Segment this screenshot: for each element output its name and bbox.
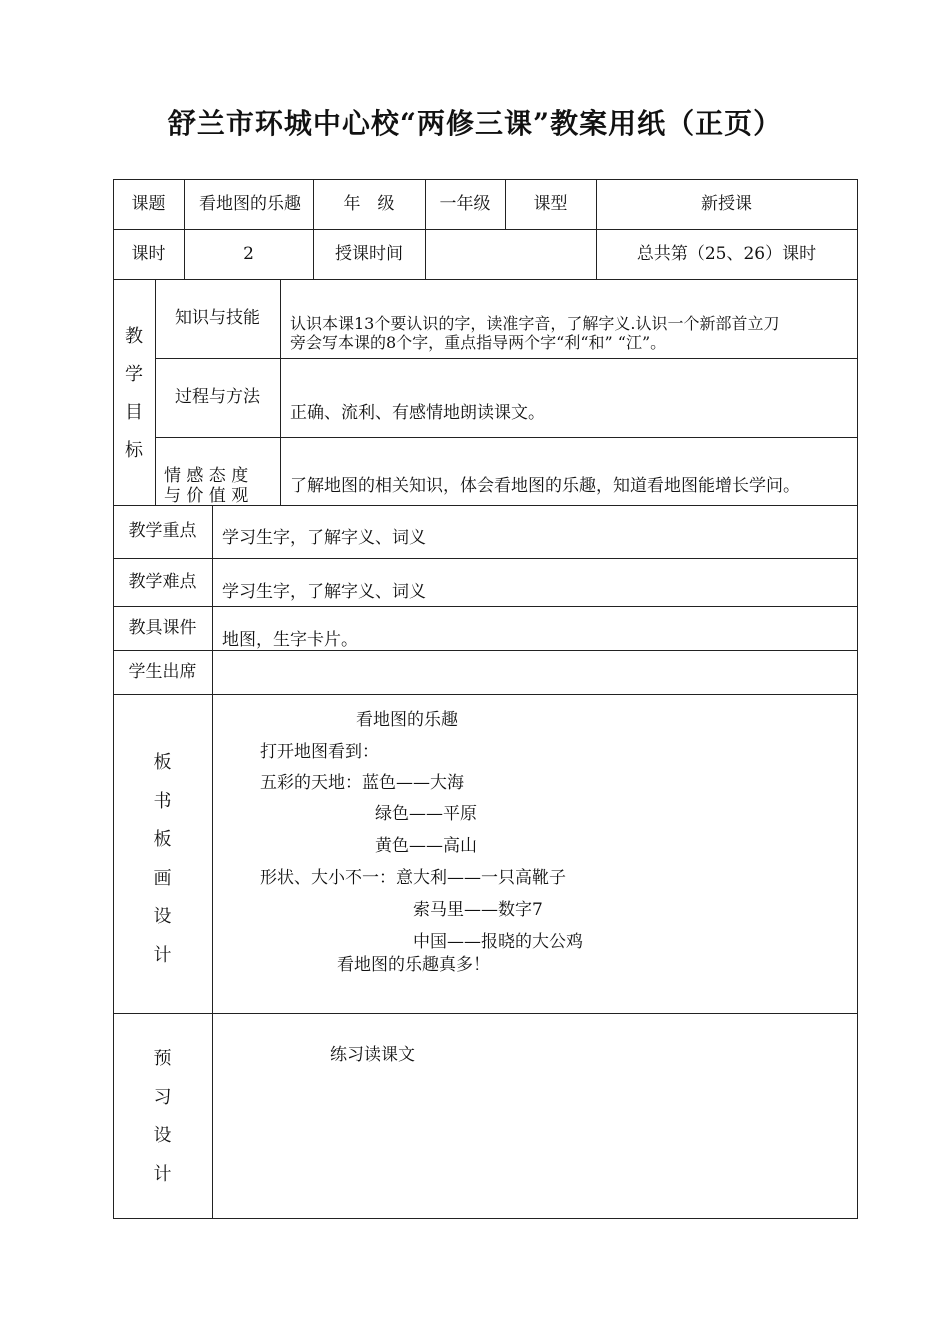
difficulties-label: 教学难点: [128, 571, 197, 592]
board-line: 黄色——高山: [375, 836, 477, 856]
row-divider: [113, 1013, 858, 1014]
period-value: 2: [243, 243, 254, 264]
board-label: [113, 744, 212, 975]
board-line: 五彩的天地：蓝色——大海: [260, 773, 464, 793]
preview-content: 练习读课文: [330, 1045, 415, 1065]
page-title: 舒兰市环城中心校“两修三课”教案用纸（正页）: [167, 107, 783, 140]
objective-process-label: 过程与方法: [175, 387, 260, 408]
tools-label: 教具课件: [128, 617, 197, 638]
key-points-label: 教学重点: [128, 521, 197, 542]
objective-attitude-label-line1: 情 感 态 度: [164, 466, 249, 486]
board-label-char: 画: [153, 867, 172, 889]
preview-label-char: 习: [153, 1086, 172, 1108]
objective-attitude-text: 了解地图的相关知识，体会看地图的乐趣，知道看地图能增长学问。: [290, 476, 800, 496]
board-label-char: 板: [153, 829, 172, 850]
grade-label: 年 级: [343, 193, 395, 214]
board-label-char: 设: [153, 906, 172, 927]
difficulties-value: 学习生字，了解字义、词义: [222, 582, 426, 602]
type-label: 课型: [533, 193, 568, 214]
course-label: 课题: [131, 193, 166, 214]
grade-value: 一年级: [439, 193, 491, 214]
row-divider: [113, 606, 858, 607]
objectives-label-char: 学: [125, 364, 143, 385]
objective-knowledge-line2: 旁会写本课的8个字，重点指导两个字“利“和” “江”。: [290, 333, 667, 352]
table-border-right: [857, 179, 858, 1219]
row-divider: [113, 558, 858, 559]
row-divider: [113, 650, 858, 651]
objectives-label: [113, 318, 155, 470]
period-label: 课时: [131, 243, 166, 264]
tools-value: 地图，生字卡片。: [222, 630, 358, 650]
preview-label-char: 设: [153, 1125, 172, 1146]
board-line: 中国——报晓的大公鸡: [413, 932, 583, 952]
board-line: 看地图的乐趣: [356, 710, 458, 730]
table-border-bottom: [113, 1218, 858, 1219]
objective-knowledge-line1: 认识本课13个要认识的字，读准字音，了解字义.认识一个新部首立刀: [290, 314, 780, 333]
board-label-char: 计: [153, 944, 172, 966]
course-value: 看地图的乐趣: [199, 193, 301, 214]
board-line: 看地图的乐趣真多！: [337, 955, 490, 975]
attendance-label: 学生出席: [128, 661, 197, 682]
row-divider: [155, 437, 858, 438]
col-divider: [212, 505, 213, 1219]
board-label-char: 书: [153, 790, 172, 812]
objectives-label-char: 目: [125, 402, 143, 423]
objective-attitude-label-line2: 与 价 值 观: [164, 486, 249, 506]
objectives-label-char: 标: [125, 440, 143, 461]
objective-knowledge-label: 知识与技能: [175, 308, 260, 329]
row-divider: [113, 694, 858, 695]
type-value: 新授课: [701, 193, 752, 214]
board-line: 绿色——平原: [375, 804, 477, 824]
objective-process-text: 正确、流利、有感情地朗读课文。: [290, 403, 545, 423]
board-line: 形状、大小不一：意大利——一只高靴子: [260, 868, 566, 888]
time-label: 授课时间: [335, 243, 403, 264]
preview-label-char: 预: [153, 1048, 172, 1069]
time-value: [425, 229, 596, 279]
preview-label: [113, 1040, 212, 1194]
board-label-char: 板: [153, 752, 172, 773]
objectives-label-char: 教: [125, 326, 143, 347]
key-points-value: 学习生字，了解字义、词义: [222, 528, 426, 548]
preview-label-char: 计: [153, 1163, 172, 1185]
col-divider: [280, 279, 281, 505]
total-period: 总共第（25、26）课时: [636, 243, 817, 264]
board-line: 打开地图看到：: [260, 742, 379, 762]
board-line: 索马里——数字7: [413, 900, 543, 920]
